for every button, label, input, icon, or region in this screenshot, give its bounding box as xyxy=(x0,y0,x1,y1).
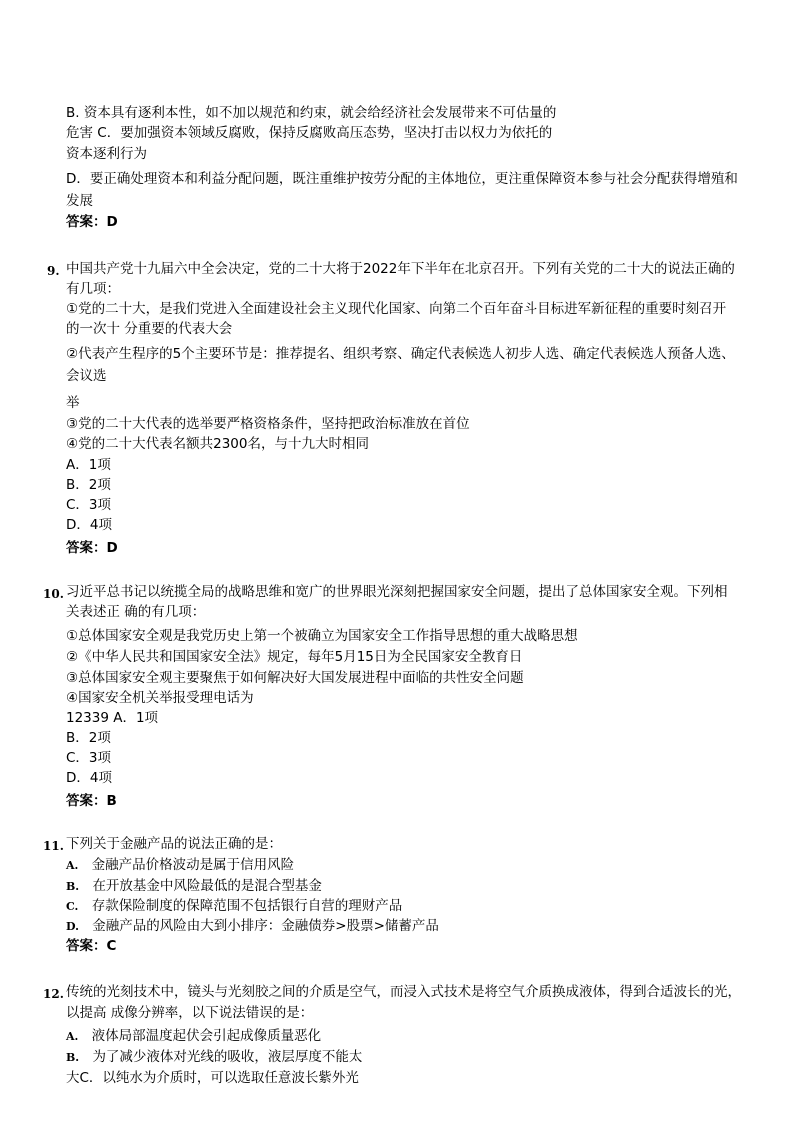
q10-number: 10. xyxy=(43,587,64,601)
q9-statement-3: ③党的二十大代表的选举要严格资格条件，坚持把政治标准放在首位 xyxy=(66,416,470,432)
q9-statement-2-line3: 举 xyxy=(66,395,80,411)
q9-stem-line2: 有几项： xyxy=(66,281,120,297)
q12-option-a-text: 液体局部温度起伏会引起成像质量恶化 xyxy=(91,1028,322,1044)
q11-option-a-text: 金融产品价格波动是属于信用风险 xyxy=(91,857,295,873)
q11-option-b xyxy=(66,877,322,896)
q8-option-b-line2: 危害 C．要加强资本领域反腐败，保持反腐败高压态势，坚决打击以权力为依托的 xyxy=(66,125,553,141)
q11-answer: 答案：C xyxy=(66,938,117,954)
q11-option-a-label: A. xyxy=(66,859,79,872)
q11-option-d xyxy=(66,917,439,936)
q8-option-d-line1: D．要正确处理资本和利益分配问题，既注重维护按劳分配的主体地位，更注重保障资本参与社会分配获得增殖和 xyxy=(66,171,738,187)
q12-option-b-text: 为了减少液体对光线的吸收，液层厚度不能太 xyxy=(92,1049,363,1065)
q9-option-b: B．2项 xyxy=(66,477,111,493)
q12-option-c: 大C．以纯水为介质时，可以选取任意波长紫外光 xyxy=(66,1070,359,1086)
q10-statement-3: ③总体国家安全观主要聚焦于如何解决好大国发展进程中面临的共性安全问题 xyxy=(66,670,524,686)
q9-statement-1-line1: ①党的二十大，是我们党进入全面建设社会主义现代化国家、向第二个百年奋斗目标进军新征程的重要时刻召开 xyxy=(66,301,727,317)
q10-answer: 答案：B xyxy=(66,793,117,809)
q9-answer: 答案：D xyxy=(66,540,118,556)
q12-option-b xyxy=(66,1048,362,1067)
q10-phone-option-a: 12339 A．1项 xyxy=(66,710,159,726)
q9-option-d: D．4项 xyxy=(66,517,112,533)
q11-option-c xyxy=(66,897,402,916)
q9-stem-line1: 中国共产党十九届六中全会决定，党的二十大将于2022年下半年在北京召开。下列有关党的二十大的说法正确的 xyxy=(66,261,735,277)
q12-stem-line2: 以提高 成像分辨率，以下说法错误的是： xyxy=(66,1005,314,1021)
q11-number: 11. xyxy=(43,839,64,853)
q11-option-b-text: 在开放基金中风险最低的是混合型基金 xyxy=(92,878,322,894)
q11-option-d-label: D. xyxy=(66,920,79,933)
q10-option-c: C．3项 xyxy=(66,750,112,766)
q11-option-c-text: 存款保险制度的保障范围不包括银行自营的理财产品 xyxy=(91,898,403,914)
q10-stem-line1: 习近平总书记以统揽全局的战略思维和宽广的世界眼光深刻把握国家安全问题，提出了总体国家安全观。下列相 xyxy=(66,584,728,600)
q10-stem-line2: 关表述正 确的有几项： xyxy=(66,604,206,620)
q8-option-b-line1: B. 资本具有逐利本性，如不加以规范和约束，就会给经济社会发展带来不可估量的 xyxy=(66,105,557,121)
q12-option-a-label: A. xyxy=(66,1030,79,1043)
q9-number: 9. xyxy=(47,264,60,278)
q11-option-b-label: B. xyxy=(66,880,80,893)
q10-option-b: B．2项 xyxy=(66,730,111,746)
q8-option-d-line2: 发展 xyxy=(66,193,93,209)
q9-option-c: C．3项 xyxy=(66,497,112,513)
q8-option-c-line2: 资本逐利行为 xyxy=(66,146,147,162)
q8-answer: 答案：D xyxy=(66,214,118,230)
q10-statement-2: ②《中华人民共和国国家安全法》规定，每年5月15日为全民国家安全教育日 xyxy=(66,649,523,665)
q10-option-d: D．4项 xyxy=(66,770,112,786)
q12-number: 12. xyxy=(43,987,64,1001)
q11-option-d-text: 金融产品的风险由大到小排序：金融债券>股票>储蓄产品 xyxy=(92,918,439,934)
q11-option-a xyxy=(66,856,294,875)
q9-statement-1-line2: 的一次十 分重要的代表大会 xyxy=(66,321,233,337)
q9-statement-2-line1: ②代表产生程序的5个主要环节是：推荐提名、组织考察、确定代表候选人初步人选、确定代表候选人预备人选、 xyxy=(66,346,735,362)
q9-option-a: A．1项 xyxy=(66,457,111,473)
q12-option-b-label: B. xyxy=(66,1051,80,1064)
q10-statement-1: ①总体国家安全观是我党历史上第一个被确立为国家安全工作指导思想的重大战略思想 xyxy=(66,628,578,644)
q9-statement-4: ④党的二十大代表名额共2300名，与十九大时相同 xyxy=(66,436,369,452)
q11-option-c-label: C. xyxy=(66,900,79,913)
q10-statement-4: ④国家安全机关举报受理电话为 xyxy=(66,690,254,706)
q9-statement-2-line2: 会议选 xyxy=(66,368,107,384)
q12-stem-line1: 传统的光刻技术中，镜头与光刻胶之间的介质是空气，而浸入式技术是将空气介质换成液体，得到合适波长的光， xyxy=(66,984,741,1000)
q12-option-a xyxy=(66,1027,321,1046)
q11-stem: 下列关于金融产品的说法正确的是： xyxy=(66,836,282,852)
